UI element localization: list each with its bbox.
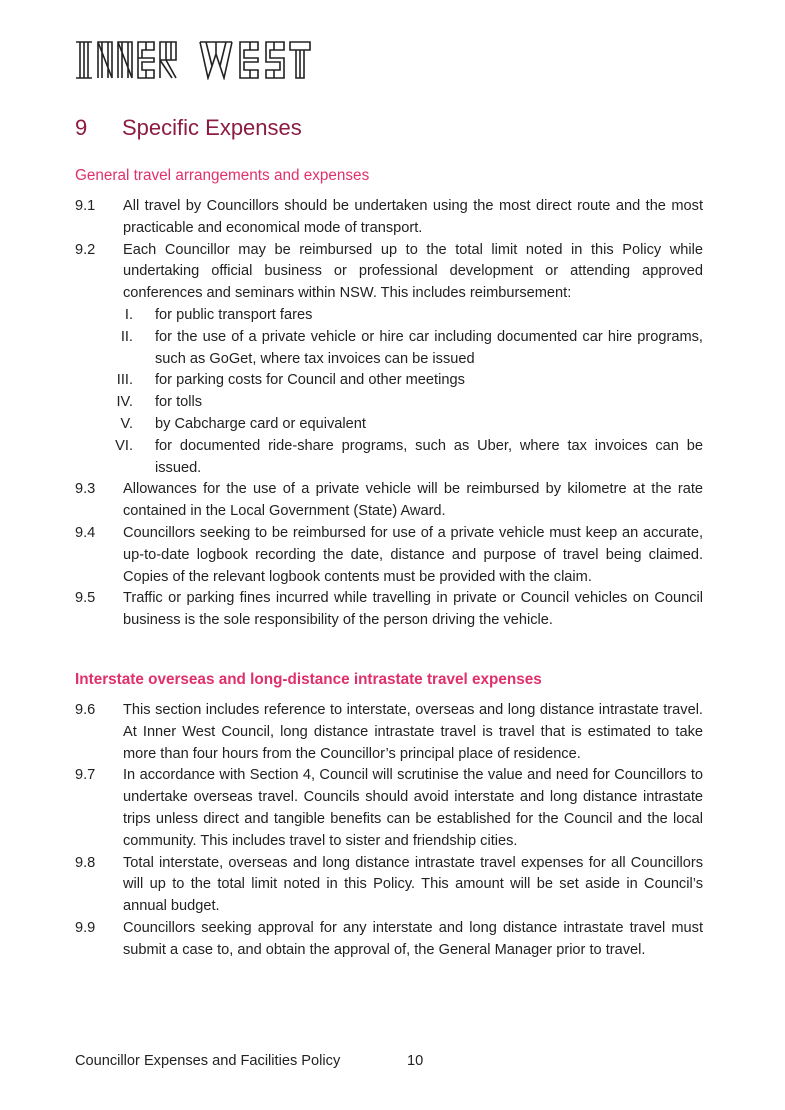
- list-text: for tolls: [155, 394, 203, 411]
- clause-text: Councillors seeking to be reimbursed for use of a private vehicle must keep an accurate, up-to-date logbook recording the date, distance and purpose of travel being claimed. Copies of the relevant logbook contents must be provided with the claim.: [123, 524, 703, 585]
- clause-9-4: [75, 523, 703, 588]
- list-numeral: I.: [124, 306, 133, 323]
- clause-number: 9.7: [75, 767, 96, 784]
- clause-text: In accordance with Section 4, Council will scrutinise the value and need for Councillors to undertake overseas travel. Councils should avoid interstate and long distance intrastate trips unless direct and tangible benefits can be established for the Council and the local community. This includes travel to sister and friendship cities.: [123, 767, 703, 849]
- list-numeral: VI.: [115, 437, 133, 454]
- list-item: [75, 370, 703, 392]
- reimbursement-list: [75, 305, 703, 479]
- clause-text: Councillors seeking approval for any interstate and long distance intrastate travel must submit a case to, and obtain the approval of, the General Manager prior to travel.: [123, 919, 703, 958]
- clause-9-1: [75, 196, 703, 240]
- list-numeral: V.: [120, 415, 133, 432]
- clause-text: Allowances for the use of a private vehicle will be reimbursed by kilometre at the rate contained in the Local Government (State) Award.: [123, 481, 703, 520]
- inner-west-logo-mark: [74, 40, 374, 80]
- clause-number: 9.2: [75, 241, 96, 258]
- clause-text: Traffic or parking fines incurred while travelling in private or Council vehicles on Council business is the sole responsibility of the person driving the vehicle.: [123, 590, 703, 629]
- list-numeral: II.: [120, 328, 133, 345]
- inner-west-logo: [74, 40, 374, 80]
- clause-9-7: [75, 765, 703, 852]
- list-text: by Cabcharge card or equivalent: [155, 415, 366, 432]
- list-text: for the use of a private vehicle or hire car including documented car hire programs, such as GoGet, where tax invoices can be issued: [155, 328, 703, 367]
- clause-number: 9.5: [75, 590, 96, 607]
- list-text: for documented ride-share programs, such as Uber, where tax invoices can be issued.: [155, 437, 703, 476]
- clause-9-2: [75, 240, 703, 305]
- subsection-heading-general-travel: General travel arrangements and expenses: [75, 167, 370, 184]
- page-number: 10: [407, 1053, 424, 1069]
- list-numeral: III.: [116, 372, 133, 389]
- clause-9-6: [75, 700, 703, 765]
- general-travel-clauses: [75, 196, 703, 632]
- list-item: [75, 305, 703, 327]
- list-item: [75, 392, 703, 414]
- section-title: Specific Expenses: [122, 115, 302, 140]
- subsection-heading-interstate-travel: Interstate overseas and long-distance intrastate travel expenses: [75, 671, 542, 688]
- clause-number: 9.8: [75, 854, 96, 871]
- clause-number: 9.6: [75, 702, 96, 718]
- interstate-travel-clauses: [75, 700, 703, 962]
- clause-number: 9.1: [75, 198, 96, 214]
- clause-number: 9.3: [75, 481, 96, 498]
- clause-text: This section includes reference to interstate, overseas and long distance intrastate travel. At Inner West Council, long distance intrastate travel is travel that is estimated to take more than four hours from the Councillor’s principal place of residence.: [123, 702, 703, 762]
- list-item: [75, 327, 703, 371]
- clause-9-3: [75, 479, 703, 523]
- clause-text: Each Councillor may be reimbursed up to the total limit noted in this Policy while undertaking official business or professional development or attending approved conferences and seminars within NSW. This includes reimbursement:: [123, 241, 703, 302]
- clause-9-9: [75, 918, 703, 962]
- clause-number: 9.9: [75, 919, 96, 936]
- footer-document-title: Councillor Expenses and Facilities Policy: [75, 1053, 341, 1069]
- section-number: 9: [75, 115, 88, 140]
- clause-text: Total interstate, overseas and long distance intrastate travel expenses for all Councillors will up to the total limit noted in this Policy. This amount will be set aside in Council’s annual budget.: [123, 854, 703, 915]
- list-item: [75, 436, 703, 480]
- clause-text: All travel by Councillors should be undertaken using the most direct route and the most practicable and economical mode of transport.: [123, 198, 703, 236]
- list-numeral: IV.: [116, 394, 133, 411]
- clause-number: 9.4: [75, 524, 96, 541]
- clause-9-5: [75, 588, 703, 632]
- page-footer: [75, 1051, 424, 1071]
- list-text: for public transport fares: [155, 306, 313, 323]
- section-heading: [75, 113, 302, 143]
- list-text: for parking costs for Council and other meetings: [155, 372, 465, 389]
- list-item: [75, 414, 703, 436]
- clause-9-8: [75, 853, 703, 918]
